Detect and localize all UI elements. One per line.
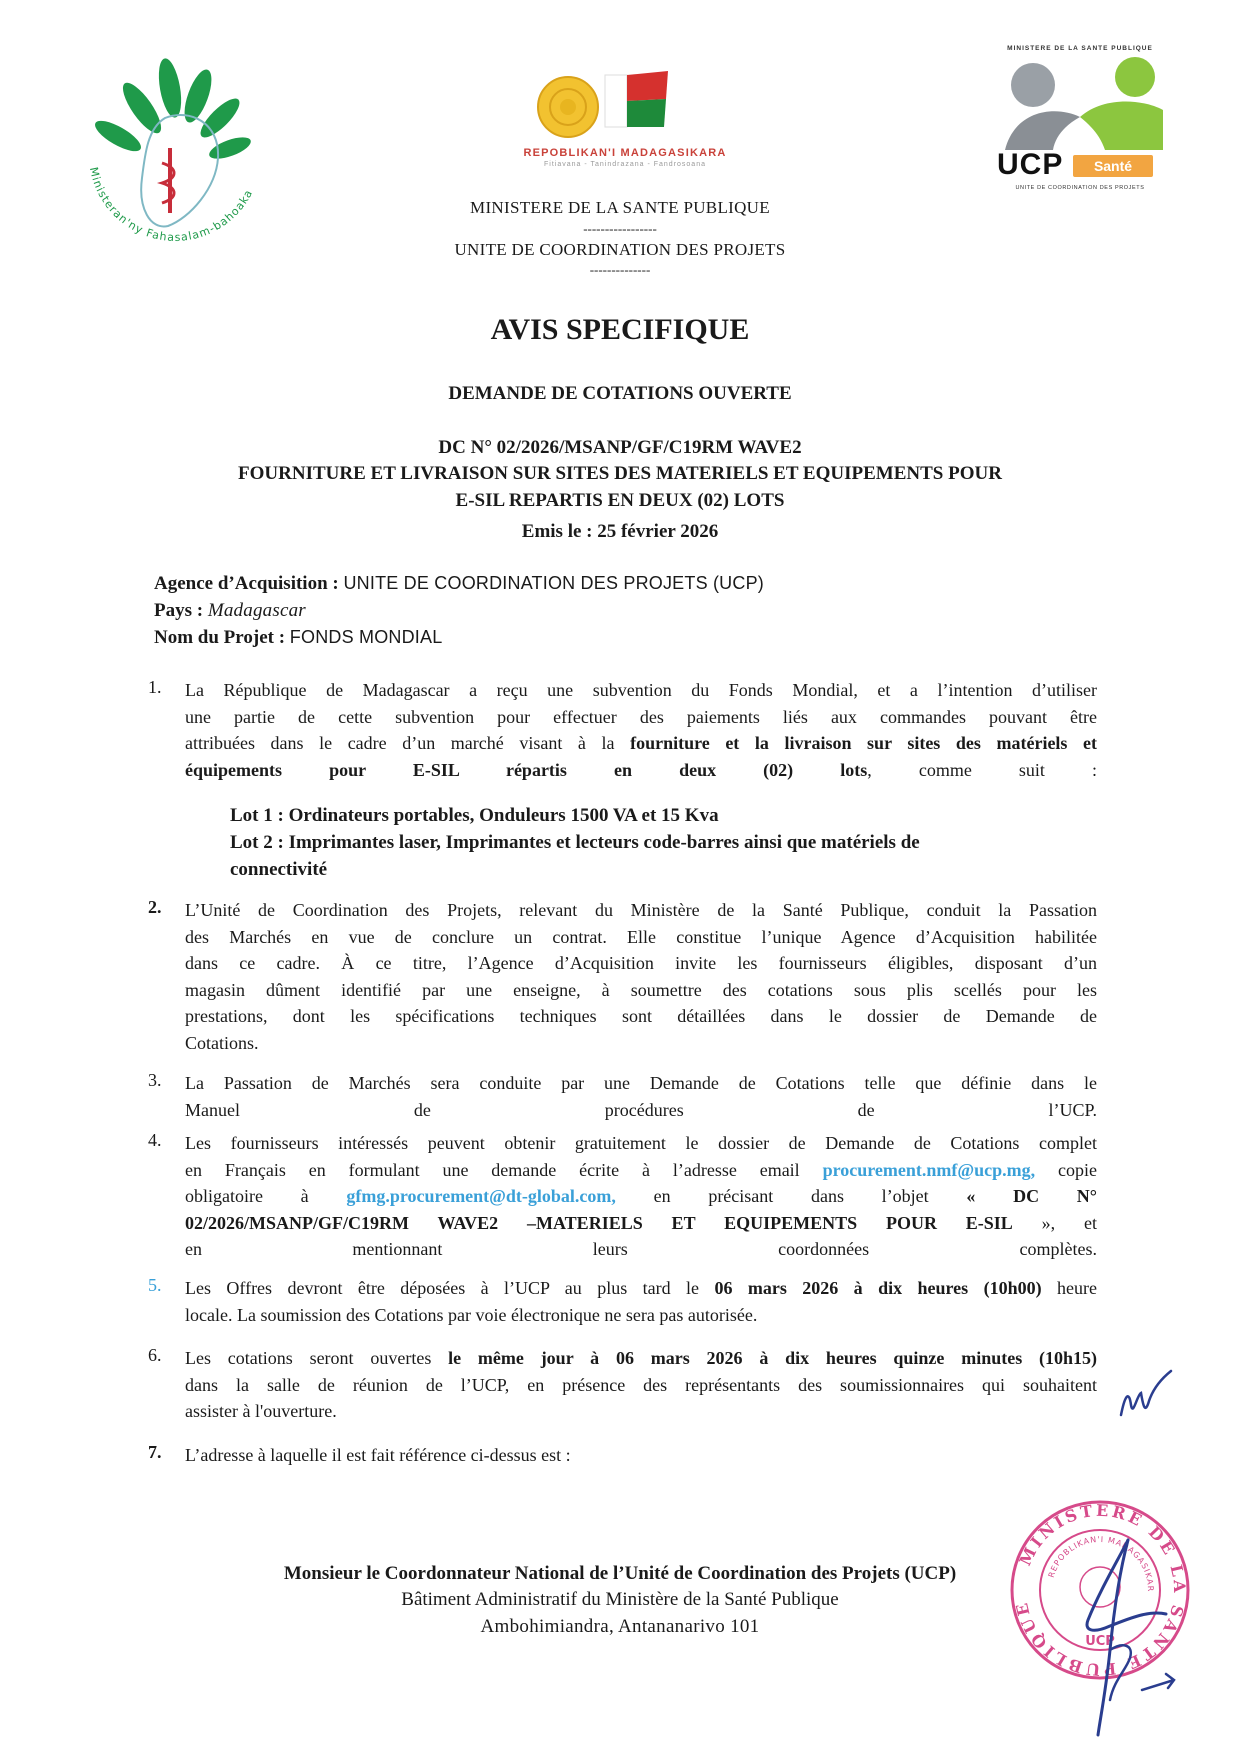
document-subtitle: DEMANDE DE COTATIONS OUVERTE (448, 383, 792, 404)
republic-motto: Fitiavana - Tanindrazana - Fandrosoana (543, 161, 706, 168)
p4-line-3-text: obligatoire à (185, 1186, 347, 1206)
p6-line-1-bold: le même jour à 06 mars 2026 à dix heures quinze minutes (10h15) (448, 1348, 1098, 1368)
item-number-4: 4. (148, 1130, 162, 1150)
paragraph-1 (185, 677, 1097, 783)
p1-line-3-text: attribuées dans le cadre d’un marché visant à la (185, 733, 631, 753)
object-line-2: E-SIL REPARTIS EN DEUX (02) LOTS (455, 490, 785, 511)
p3-line-2: Manuel de procédures de l’UCP. (185, 1099, 1097, 1120)
lot-2-line-2: connectivité (230, 859, 328, 880)
p4-line-3-mid: en précisant dans l’objet (615, 1186, 967, 1206)
reference-number: DC N° 02/2026/MSANP/GF/C19RM WAVE2 (438, 437, 802, 458)
paragraph-2 (185, 897, 1097, 1056)
p3-line-1: La Passation de Marchés sera conduite par une Demande de Cotations telle que définie dans le (185, 1073, 1097, 1093)
item-number-6: 6. (148, 1345, 162, 1365)
republic-emblem (490, 65, 760, 175)
agency-value: UNITE DE COORDINATION DES PROJETS (UCP) (343, 573, 764, 593)
p2-line-4: magasin dûment identifié par une enseigne, à soumettre des cotations sous plis scellés pour les (185, 979, 1097, 1000)
p4-line-5: en mentionnant leurs coordonnées complètes. (185, 1239, 1097, 1259)
p2-line-1: L’Unité de Coordination des Projets, relevant du Ministère de la Santé Publique, conduit la Passation (185, 900, 1097, 920)
p4-line-4-tail: », et (1012, 1212, 1097, 1233)
country-label: Pays : (154, 600, 204, 621)
paragraph-3 (185, 1070, 1097, 1123)
address-recipient: Monsieur le Coordonnateur National de l’Unité de Coordination des Projets (UCP) (283, 1563, 957, 1584)
p1-line-4-bold: équipements pour E-SIL répartis en deux (02) lots (185, 759, 868, 780)
paragraph-4 (185, 1130, 1097, 1263)
ucp-sante-logo (995, 45, 1165, 195)
p4-line-4-bold: 02/2026/MSANP/GF/C19RM WAVE2 –MATERIELS ET EQUIPEMENTS POUR E-SIL (185, 1212, 1013, 1233)
ucp-logo-word: UCP (997, 148, 1064, 181)
p1-line-4-text: , comme suit : (867, 759, 1097, 780)
item-number-2: 2. (148, 897, 162, 917)
p4-line-3 (185, 1183, 1097, 1210)
p5-line-1 (185, 1275, 1097, 1302)
p4-line-2-tail: copie (1035, 1159, 1097, 1180)
p1-line-4 (185, 757, 1097, 784)
p2-line-2: des Marchés en vue de conclure un contrat. Elle constitue l’unique Agence d’Acquisition habilitée (185, 926, 1097, 947)
ucp-logo-badge: Santé (1073, 155, 1153, 177)
issue-date: Emis le : 25 février 2026 (521, 521, 719, 542)
ucp-logo-ministry: MINISTERE DE LA SANTE PUBLIQUE (1007, 45, 1153, 52)
p5-line-1-tail: heure (1041, 1278, 1097, 1298)
p4-line-3-bold: « DC N° (966, 1186, 1097, 1206)
p4-line-4 (185, 1210, 1097, 1237)
country-row (154, 600, 306, 622)
p6-line-1-text: Les cotations seront ouvertes (185, 1348, 449, 1368)
separator-1: ----------------- (583, 221, 657, 236)
p1-line-2: une partie de cette subvention pour effectuer des paiements liés aux commandes pouvant être (185, 706, 1097, 727)
ministry-heading: MINISTERE DE LA SANTE PUBLIQUE (470, 198, 770, 217)
paragraph-7 (185, 1442, 1097, 1469)
stamp-inner-text: REPOBLIKAN'I MADAGASIKAR (1046, 1534, 1156, 1593)
ministry-logo-text: Ministeran'ny Fahasalam-bahoaka (86, 165, 256, 245)
p5-line-1-bold: 06 mars 2026 à dix heures (10h00) (714, 1278, 1042, 1298)
p6-line-2: dans la salle de réunion de l’UCP, en présence des représentants des soumissionnaires qui souhaitent (185, 1374, 1097, 1395)
p1-line-3 (185, 730, 1097, 757)
handwritten-signature (1070, 1530, 1180, 1740)
item-number-5: 5. (148, 1275, 162, 1295)
item-number-1: 1. (148, 677, 162, 697)
project-value: FONDS MONDIAL (289, 627, 443, 647)
lot-2-line-1: Lot 2 : Imprimantes laser, Imprimantes et lecteurs code-barres ainsi que matériels de (230, 832, 920, 853)
object-line-1: FOURNITURE ET LIVRAISON SUR SITES DES MATERIELS ET EQUIPEMENTS POUR (238, 463, 1002, 484)
project-label: Nom du Projet : (154, 627, 286, 648)
initials-signature (1115, 1365, 1175, 1425)
email-link-2[interactable]: gfmg.procurement@dt-global.com, (346, 1186, 616, 1206)
stamp-text: MINISTERE DE LA SANTE PUBLIQUE (1011, 1500, 1190, 1680)
country-value: Madagascar (207, 600, 306, 621)
p1-line-3-bold: fourniture et la livraison sur sites des matériels et (630, 733, 1097, 753)
paragraph-5 (185, 1275, 1097, 1328)
p6-line-3: assister à l'ouverture. (185, 1401, 337, 1421)
p4-line-2-text: en Français en formulant une demande écrite à l’adresse email (185, 1159, 823, 1180)
p6-line-1 (185, 1345, 1097, 1372)
stamp-center-text: UCP (1085, 1634, 1115, 1649)
p4-line-1: Les fournisseurs intéressés peuvent obtenir gratuitement le dossier de Demande de Cotations complet (185, 1133, 1097, 1153)
lot-1: Lot 1 : Ordinateurs portables, Onduleurs 1500 VA et 15 Kva (230, 805, 719, 826)
p5-line-1-text: Les Offres devront être déposées à l’UCP au plus tard le (185, 1278, 715, 1298)
item-number-7: 7. (148, 1442, 162, 1462)
p5-line-2: locale. La soumission des Cotations par voie électronique ne sera pas autorisée. (185, 1304, 758, 1325)
p2-line-6: Cotations. (185, 1032, 259, 1053)
p1-line-1: La République de Madagascar a reçu une subvention du Fonds Mondial, et a l’intention d’utiliser (185, 680, 1097, 700)
p7-line-1: L’adresse à laquelle il est fait référence ci-dessus est : (185, 1445, 571, 1465)
ucp-logo-subtitle: UNITE DE COORDINATION DES PROJETS (1015, 185, 1145, 191)
p2-line-5: prestations, dont les spécifications techniques sont détaillées dans le dossier de Demande de (185, 1006, 1097, 1026)
project-row (154, 627, 442, 649)
paragraph-6 (185, 1345, 1097, 1425)
agency-row (154, 573, 764, 595)
email-link-1[interactable]: procurement.nmf@ucp.mg, (822, 1159, 1036, 1180)
document-title: AVIS SPECIFIQUE (490, 313, 750, 346)
address-building: Bâtiment Administratif du Ministère de la Santé Publique (401, 1589, 839, 1610)
p2-line-3: dans ce cadre. À ce titre, l’Agence d’Acquisition invite les fournisseurs éligibles, disposant d’un (185, 953, 1097, 973)
p4-line-2 (185, 1157, 1097, 1184)
separator-2: -------------- (589, 262, 651, 277)
unit-heading: UNITE DE COORDINATION DES PROJETS (454, 240, 786, 259)
item-number-3: 3. (148, 1070, 162, 1090)
republic-name: REPOBLIKAN'I MADAGASIKARA (523, 147, 727, 159)
address-city: Ambohimiandra, Antananarivo 101 (480, 1616, 760, 1637)
agency-label: Agence d’Acquisition : (154, 573, 339, 594)
